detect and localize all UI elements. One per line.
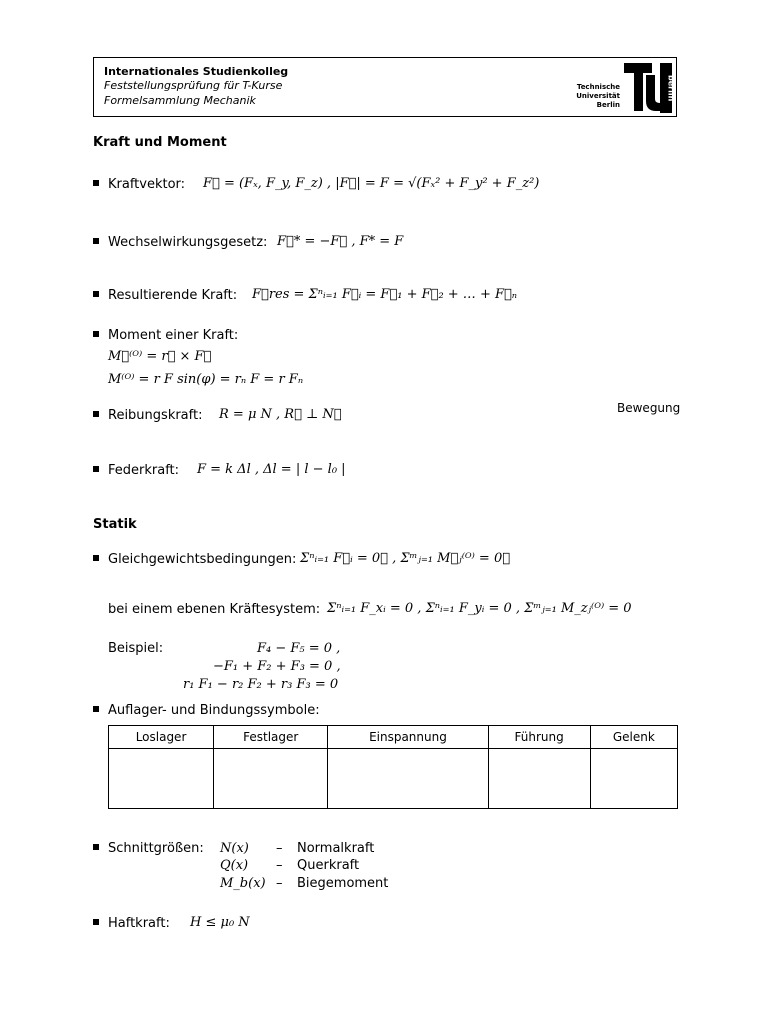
label-eben: bei einem ebenen Kräftesystem:: [108, 602, 321, 617]
formula-feder: F = k Δl , Δl = | l − l₀ |: [197, 462, 346, 477]
formula-moment-vector: M⃗⁽ᴼ⁾ = r⃗ × F⃗: [108, 349, 212, 364]
bullet-icon: [93, 466, 99, 472]
bullet-icon: [93, 555, 99, 561]
schnitt-dash: –: [276, 841, 283, 856]
bullet-icon: [93, 706, 99, 712]
bullet-kraftvektor: [93, 177, 185, 192]
logo-side-text: berlin: [666, 75, 676, 102]
formula-reibung: R = μ N , R⃗ ⊥ N⃗: [219, 407, 342, 422]
exam-name: Feststellungsprüfung für T-Kurse: [104, 79, 283, 92]
schnitt-term-mb: M_b(x): [220, 876, 266, 891]
label-resultierend: Resultierende Kraft:: [108, 288, 238, 303]
bullet-resultierend: [93, 288, 237, 303]
formula-gleichgewicht: Σⁿᵢ₌₁ F⃗ᵢ = 0⃗ , Σᵐⱼ₌₁ M⃗ⱼ⁽ᴼ⁾ = 0⃗: [300, 551, 511, 566]
bullet-icon: [93, 180, 99, 186]
label-reibung: Reibungskraft:: [108, 408, 203, 423]
formula-beispiel-2: −F₁ + F₂ + F₃ = 0 ,: [213, 659, 341, 674]
symbol-cell-einspannung: [328, 749, 488, 809]
schnitt-name-querkraft: Querkraft: [297, 858, 360, 873]
formula-beispiel-3: r₁ F₁ − r₂ F₂ + r₃ F₃ = 0: [183, 677, 339, 692]
schnitt-name-biegemoment: Biegemoment: [297, 876, 389, 891]
bullet-haft: [93, 916, 170, 931]
bullet-icon: [93, 919, 99, 925]
schnitt-term-q: Q(x): [220, 858, 249, 873]
bullet-schnitt: [93, 841, 204, 856]
label-gleichgewicht: Gleichgewichtsbedingungen:: [108, 552, 297, 567]
section-title-statik: Statik: [93, 517, 137, 532]
bullet-auflager: [93, 703, 320, 718]
schnitt-dash: –: [276, 876, 283, 891]
logo-text: Technische Universität Berlin: [576, 83, 620, 109]
bullet-icon: [93, 238, 99, 244]
formula-resultierend: F⃗res = Σⁿᵢ₌₁ F⃗ᵢ = F⃗₁ + F⃗₂ + … + F⃗ₙ: [252, 287, 518, 302]
table-header-loslager: Loslager: [109, 726, 214, 749]
formula-moment-scalar: M⁽ᴼ⁾ = r F sin(φ) = rₙ F = r Fₙ: [108, 372, 304, 387]
symbol-cell-loslager: [109, 749, 214, 809]
symbol-cell-gelenk: [590, 749, 677, 809]
formula-haft: H ≤ μ₀ N: [190, 915, 250, 930]
formula-eben: Σⁿᵢ₌₁ F_xᵢ = 0 , Σⁿᵢ₌₁ F_yᵢ = 0 , Σᵐⱼ₌₁ M_zⱼ⁽ᴼ⁾ = 0: [327, 601, 632, 616]
formula-beispiel-1: F₄ − F₅ = 0 ,: [257, 641, 341, 656]
schnitt-dash: –: [276, 858, 283, 873]
label-moment: Moment einer Kraft:: [108, 328, 239, 343]
label-auflager: Auflager- und Bindungssymbole:: [108, 703, 320, 718]
schnitt-term-n: N(x): [220, 841, 249, 856]
label-beispiel: Beispiel:: [108, 641, 164, 656]
label-wechselwirkung: Wechselwirkungsgesetz:: [108, 235, 268, 250]
tu-berlin-logo: [624, 63, 676, 113]
support-symbol-table: [108, 725, 678, 809]
reibung-motion-label: Bewegung: [617, 401, 681, 415]
formula-kraftvektor: F⃗ = (Fₓ, F_y, F_z) , |F⃗| = F = √(Fₓ² + F_y² + F_z²): [203, 176, 540, 191]
table-header-gelenk: Gelenk: [590, 726, 677, 749]
label-schnitt: Schnittgrößen:: [108, 841, 204, 856]
bullet-reibung: [93, 408, 202, 423]
institution-name: Internationales Studienkolleg: [104, 65, 289, 78]
formula-wechselwirkung: F⃗* = −F⃗ , F* = F: [277, 234, 404, 249]
header-box: [93, 57, 677, 117]
symbol-cell-fuehrung: [488, 749, 590, 809]
symbol-cell-festlager: [214, 749, 328, 809]
bullet-moment: [93, 328, 238, 343]
table-header-einspannung: Einspannung: [328, 726, 488, 749]
label-kraftvektor: Kraftvektor:: [108, 177, 186, 192]
bullet-icon: [93, 291, 99, 297]
bullet-icon: [93, 331, 99, 337]
section-title-kraft: Kraft und Moment: [93, 135, 227, 150]
label-feder: Federkraft:: [108, 463, 180, 478]
schnitt-name-normalkraft: Normalkraft: [297, 841, 375, 856]
table-header-fuehrung: Führung: [488, 726, 590, 749]
bullet-icon: [93, 844, 99, 850]
bullet-feder: [93, 463, 179, 478]
table-header-festlager: Festlager: [214, 726, 328, 749]
bullet-gleichgewicht: [93, 552, 296, 567]
bullet-icon: [93, 411, 99, 417]
bullet-wechselwirkung: [93, 235, 267, 250]
label-haft: Haftkraft:: [108, 916, 170, 931]
document-title: Formelsammlung Mechanik: [104, 94, 256, 107]
